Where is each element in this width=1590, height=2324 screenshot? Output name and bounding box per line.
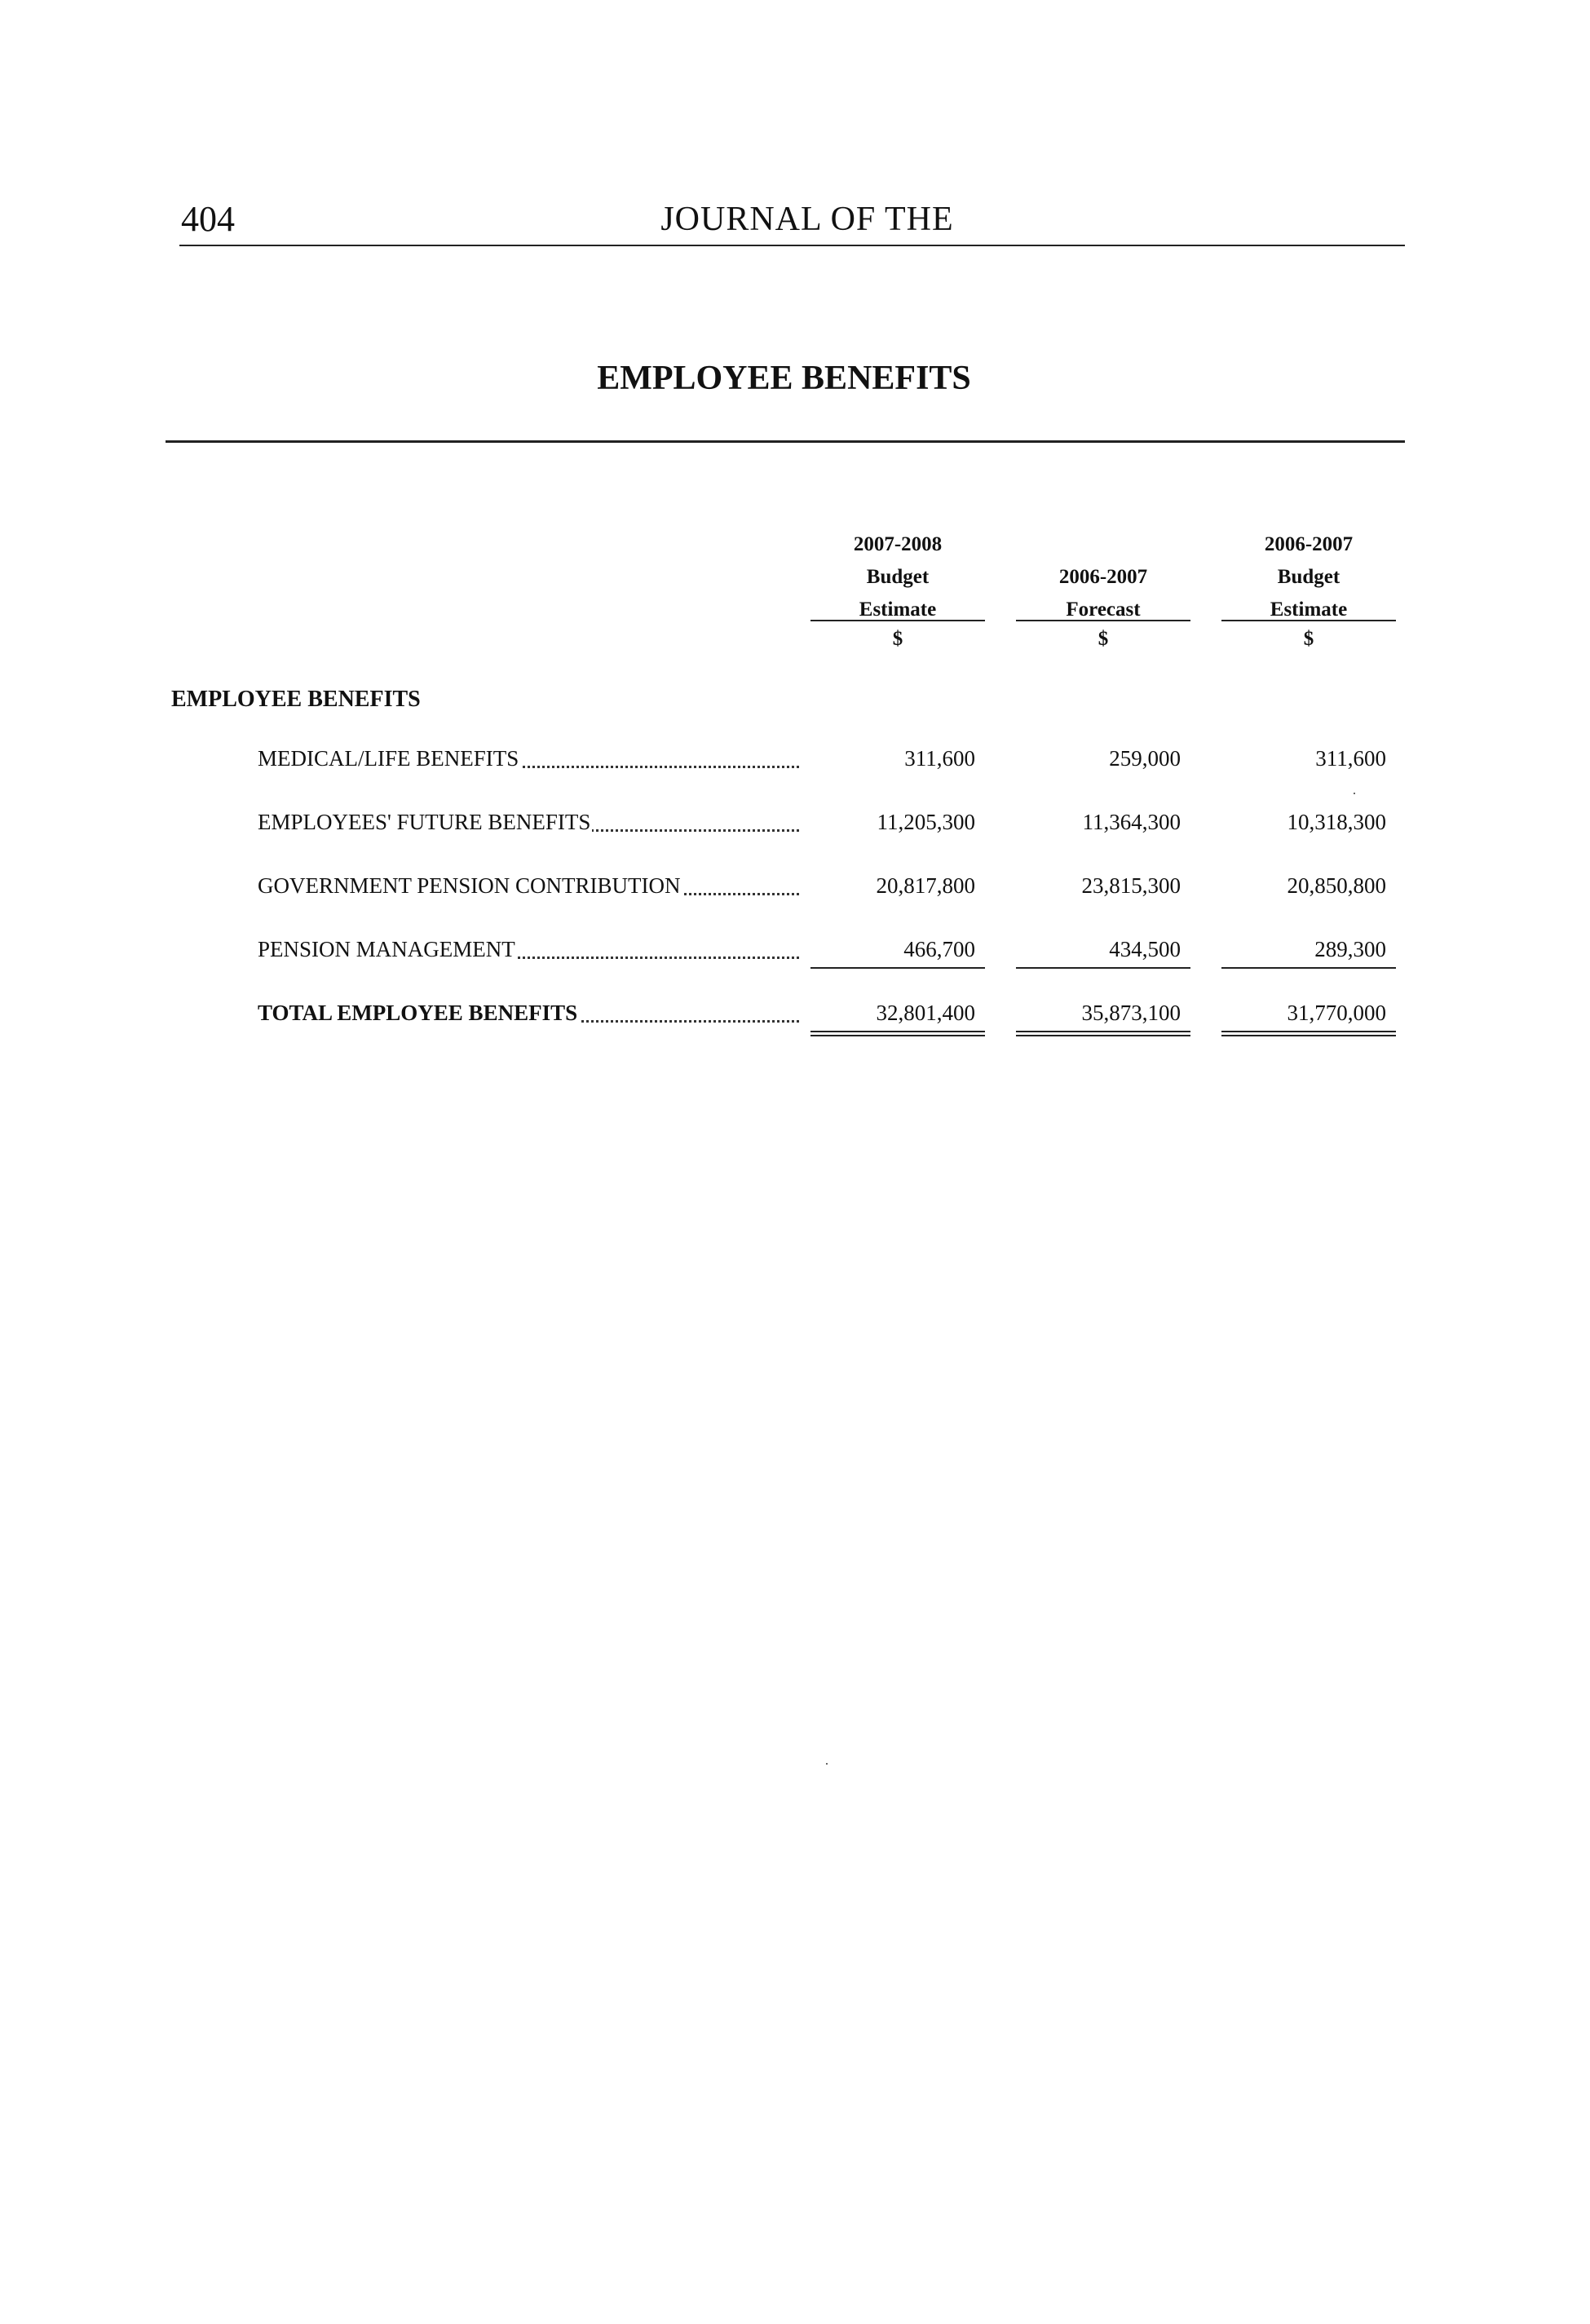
row-label-text: GOVERNMENT PENSION CONTRIBUTION	[258, 873, 681, 898]
table-cell: 23,815,300	[1081, 873, 1181, 898]
row-label-pension-management	[258, 933, 799, 965]
table-cell: 434,500	[1109, 937, 1181, 961]
total-cell: 32,801,400	[876, 1001, 975, 1025]
subtotal-rule	[1016, 967, 1190, 969]
table-cell: 20,850,800	[1287, 873, 1386, 898]
table-cell: 10,318,300	[1287, 810, 1386, 834]
row-label-total-employee-benefits	[258, 996, 799, 1029]
column-header-line: 2006-2007	[1058, 566, 1148, 588]
table-cell: 11,205,300	[877, 810, 975, 834]
title-rule	[166, 440, 1405, 443]
total-double-rule	[810, 1031, 985, 1036]
print-speck	[1354, 793, 1355, 794]
row-label-text: PENSION MANAGEMENT	[258, 937, 515, 961]
total-double-rule	[1016, 1031, 1190, 1036]
total-double-rule	[1221, 1031, 1396, 1036]
subtotal-rule	[810, 967, 985, 969]
currency-symbol: $	[1098, 628, 1109, 650]
row-label-text: EMPLOYEES' FUTURE BENEFITS	[258, 810, 591, 834]
table-cell: 259,000	[1109, 746, 1181, 771]
currency-symbol: $	[1303, 628, 1314, 650]
table-cell: 20,817,800	[876, 873, 975, 898]
row-label-employees-future-benefits	[258, 806, 799, 838]
table-cell: 11,364,300	[1082, 810, 1181, 834]
page-title: EMPLOYEE BENEFITS	[597, 360, 971, 397]
column-header-line: Estimate	[1270, 599, 1348, 621]
column-header-2006-2007-forecast	[1018, 528, 1189, 620]
column-header-rule	[1221, 620, 1396, 621]
total-cell: 31,770,000	[1287, 1001, 1386, 1025]
total-cell: 35,873,100	[1081, 1001, 1181, 1025]
row-label-text: MEDICAL/LIFE BENEFITS	[258, 746, 519, 771]
column-header-line: 2006-2007	[1264, 533, 1354, 555]
column-header-line: Forecast	[1066, 599, 1141, 621]
running-head: JOURNAL OF THE	[660, 201, 954, 238]
print-speck	[826, 1763, 828, 1765]
column-header-line: Budget	[866, 566, 930, 588]
table-cell: 289,300	[1314, 937, 1386, 961]
row-label-text: TOTAL EMPLOYEE BENEFITS	[258, 1001, 578, 1025]
column-header-rule	[810, 620, 985, 621]
column-header-rule	[1016, 620, 1190, 621]
column-header-2006-2007-budget-estimate	[1223, 528, 1394, 620]
column-header-line	[1018, 528, 1189, 561]
subtotal-rule	[1221, 967, 1396, 969]
group-heading: EMPLOYEE BENEFITS	[171, 687, 421, 712]
table-cell: 311,600	[1315, 746, 1386, 771]
column-header-line: 2007-2008	[853, 533, 943, 555]
table-cell: 466,700	[903, 937, 975, 961]
page-number: 404	[181, 199, 235, 239]
page-header	[179, 196, 1405, 246]
column-header-line: Budget	[1277, 566, 1340, 588]
table-cell: 311,600	[904, 746, 975, 771]
currency-symbol: $	[892, 628, 903, 650]
column-header-2007-2008-budget-estimate	[812, 528, 983, 620]
column-header-line: Estimate	[859, 599, 937, 621]
row-label-medical-life-benefits	[258, 742, 799, 775]
row-label-government-pension-contribution	[258, 869, 799, 902]
